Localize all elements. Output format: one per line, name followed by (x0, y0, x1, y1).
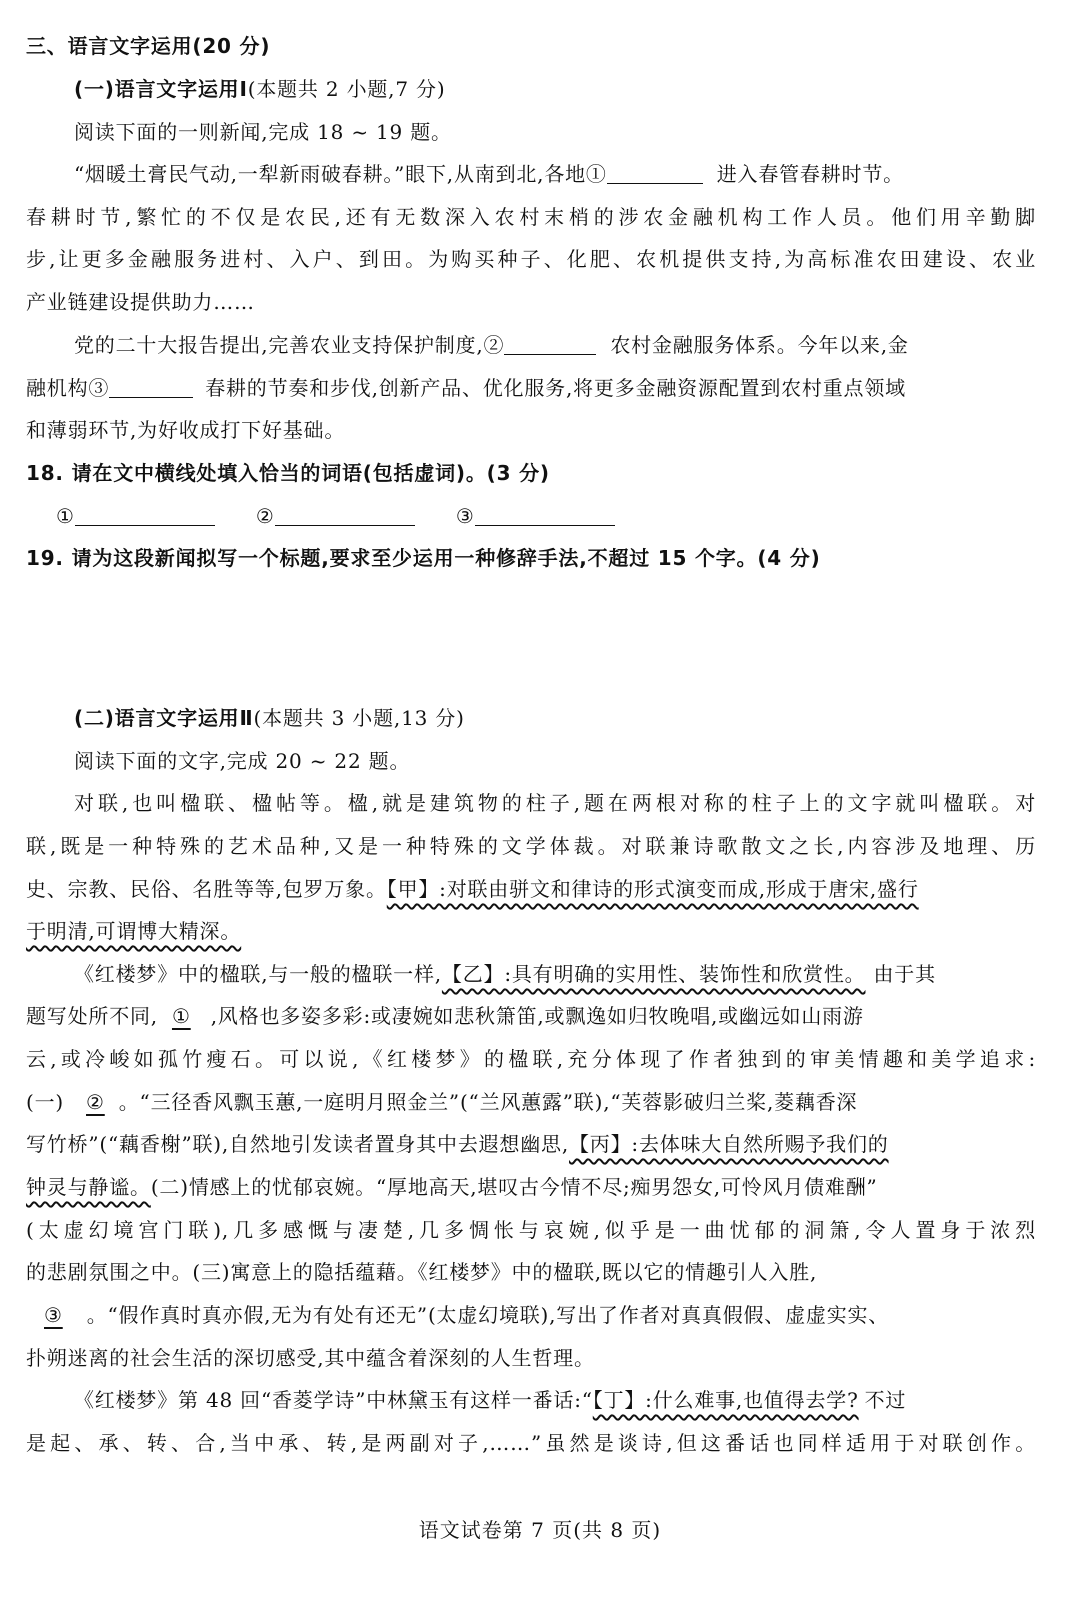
part1-p2-line2-text-b: 春耕的节奏和步伐,创新产品、优化服务,将更多金融资源配置到农村重点领域 (205, 376, 906, 400)
part2-p2-line3: 云,或冷峻如孤竹瘦石。可以说,《红楼梦》的楹联,充分体现了作者独到的审美情趣和美学追求: (26, 1047, 1036, 1071)
part1-p1-line1-text-b: 进入春管春耕时节。 (716, 162, 904, 186)
part2-p2-line5-text-a: 写竹桥”(“藕香榭”联),自然地引发读者置身其中去遐想幽思, (26, 1132, 569, 1156)
page-footer: 语文试卷第 7 页(共 8 页) (418, 1518, 662, 1542)
part2-p2-line4-text-b: 。“三径香风飘玉蕙,一庭明月照金兰”(“兰风蕙露”联),“芙蓉影破归兰桨,菱藕香深 (118, 1090, 858, 1114)
part1-heading-label: (一)语言文字运用Ⅰ (74, 77, 248, 101)
part2-p3-line1 (74, 1387, 906, 1413)
part1-p2-line2 (26, 375, 906, 401)
part2-p2-line5 (26, 1131, 889, 1157)
question-19-text-a: 19. 请为这段新闻拟写一个标题,要求至少运用一种修辞手法, (26, 546, 588, 570)
part2-p3-line2: 是起、承、转、合,当中承、转,是两副对子,……”虽然是谈诗,但这番话也同样适用于对联创作。 (26, 1431, 1036, 1455)
blank-2 (504, 334, 596, 355)
gap-3-marker: ③ (44, 1303, 63, 1327)
answer-2-marker: ② (255, 504, 275, 528)
part1-p2-line1-text-a: 党的二十大报告提出,完善农业支持保护制度,② (74, 333, 505, 357)
answer-1-field[interactable] (75, 503, 215, 526)
part1-p1-line1-text-a: “烟暖土膏民气动,一犁新雨破春耕。”眼下,从南到北,各地① (74, 162, 607, 186)
part1-p2-line2-text-a: 融机构③ (26, 376, 110, 400)
answer-3-field[interactable] (475, 503, 615, 526)
part1-p1-line4: 产业链建设提供助力…… (26, 290, 255, 314)
part2-p2-line9-text-b: 。“假作真时真亦假,无为有处有还无”(太虚幻境联),写出了作者对真真假假、虚虚实实、 (86, 1303, 890, 1327)
part2-heading (74, 705, 465, 731)
part1-p2-line1-text-b: 农村金融服务体系。今年以来,金 (610, 333, 909, 357)
part2-p2-line9 (26, 1302, 889, 1328)
part2-instruction: 阅读下面的文字,完成 20 ~ 22 题。 (74, 749, 411, 773)
part2-p2-line1 (74, 961, 936, 987)
part2-p2-line10: 扑朔迷离的社会生活的深切感受,其中蕴含着深刻的人生哲理。 (26, 1346, 595, 1370)
part2-p2-line6-text-b: (二)情感上的忧郁哀婉。“厚地高天,堪叹古今情不尽;痴男怨女,可怜风月债难酬” (150, 1175, 878, 1199)
part1-p1-line3: 步,让更多金融服务进村、入户、到田。为购买种子、化肥、农机提供支持,为高标准农田建设、农业 (26, 247, 1036, 271)
answer-2-field[interactable] (275, 503, 415, 526)
part1-p1-line2: 春耕时节,繁忙的不仅是农民,还有无数深入农村末梢的涉农金融机构工作人员。他们用辛勤脚 (26, 205, 1036, 229)
question-19-text-c: 15 个字。(4 分) (650, 546, 821, 570)
answer-3-marker: ③ (455, 504, 475, 528)
part2-p1-line3 (26, 876, 919, 902)
marked-sentence-bing-cont: 钟灵与静谧。 (26, 1175, 151, 1199)
blank-3 (109, 377, 193, 398)
gap-1-marker: ① (171, 1004, 191, 1028)
part2-heading-note: (本题共 3 小题,13 分) (253, 706, 465, 730)
part2-p2-line2-text-b: ,风格也多姿多彩:或凄婉如悲秋箫笛,或飘逸如归牧晚唱,或幽远如山雨游 (210, 1004, 864, 1028)
gap-2-marker: ② (86, 1090, 105, 1114)
part2-p3-line1-text-a: 《红楼梦》第 48 回“香菱学诗”中林黛玉有这样一番话:“ (74, 1388, 593, 1412)
marked-sentence-yi: 【乙】:具有明确的实用性、装饰性和欣赏性。 (441, 962, 866, 986)
question-19-emphasis: 不超过 (587, 546, 650, 570)
answer-1-marker: ① (56, 504, 75, 528)
part2-p2-line8: 的悲剧氛围之中。(三)寓意上的隐括蕴藉。《红楼梦》中的楹联,既以它的情趣引人入胜, (26, 1260, 818, 1284)
part2-p2-line1-text-c: 由于其 (873, 962, 936, 986)
part2-p1-line1: 对联,也叫楹联、楹帖等。楹,就是建筑物的柱子,题在两根对称的柱子上的文字就叫楹联。对 (74, 791, 1036, 815)
part2-p1-line4 (26, 918, 241, 944)
marked-sentence-bing: 【丙】:去体味大自然所赐予我们的 (569, 1132, 889, 1156)
marked-sentence-ding: 【丁】:什么难事,也值得去学? (592, 1388, 859, 1412)
section-title: 三、语言文字运用(20 分) (26, 34, 271, 58)
part1-heading (74, 76, 445, 102)
part2-p2-line2 (26, 1003, 864, 1029)
part2-p1-line2: 联,既是一种特殊的艺术品种,又是一种特殊的文学体裁。对联兼诗歌散文之长,内容涉及地理、历 (26, 834, 1036, 858)
question-19 (26, 545, 821, 571)
part1-p2-line3: 和薄弱环节,为好收成打下好基础。 (26, 418, 346, 442)
part2-heading-label: (二)语言文字运用Ⅱ (74, 706, 254, 730)
part2-p2-line4 (26, 1089, 857, 1115)
part2-p2-line1-text-a: 《红楼梦》中的楹联,与一般的楹联一样, (74, 962, 442, 986)
part1-p1-line1 (74, 161, 904, 187)
part2-p3-line1-text-c: 不过 (864, 1388, 907, 1412)
part1-instruction: 阅读下面的一则新闻,完成 18 ~ 19 题。 (74, 120, 452, 144)
part2-p2-line6 (26, 1174, 878, 1200)
question-18-answer-blanks (56, 503, 615, 529)
part2-p2-line7: (太虚幻境宫门联),几多感慨与凄楚,几多惆怅与哀婉,似乎是一曲忧郁的洞箫,令人置身于浓烈 (26, 1218, 1036, 1242)
part1-p2-line1 (74, 332, 909, 358)
part2-p2-line2-text-a: 题写处所不同, (26, 1004, 158, 1028)
marked-sentence-jia: 【甲】:对联由骈文和律诗的形式演变而成,形成于唐宋,盛行 (386, 877, 919, 901)
part2-p2-line4-text-a: (一) (26, 1090, 65, 1114)
part2-p1-line3-text-a: 史、宗教、民俗、名胜等等,包罗万象。 (26, 877, 387, 901)
part1-heading-note: (本题共 2 小题,7 分) (247, 77, 446, 101)
blank-1 (607, 163, 703, 184)
marked-sentence-jia-cont: 于明清,可谓博大精深。 (26, 919, 242, 943)
question-18: 18. 请在文中横线处填入恰当的词语(包括虚词)。(3 分) (26, 461, 550, 485)
